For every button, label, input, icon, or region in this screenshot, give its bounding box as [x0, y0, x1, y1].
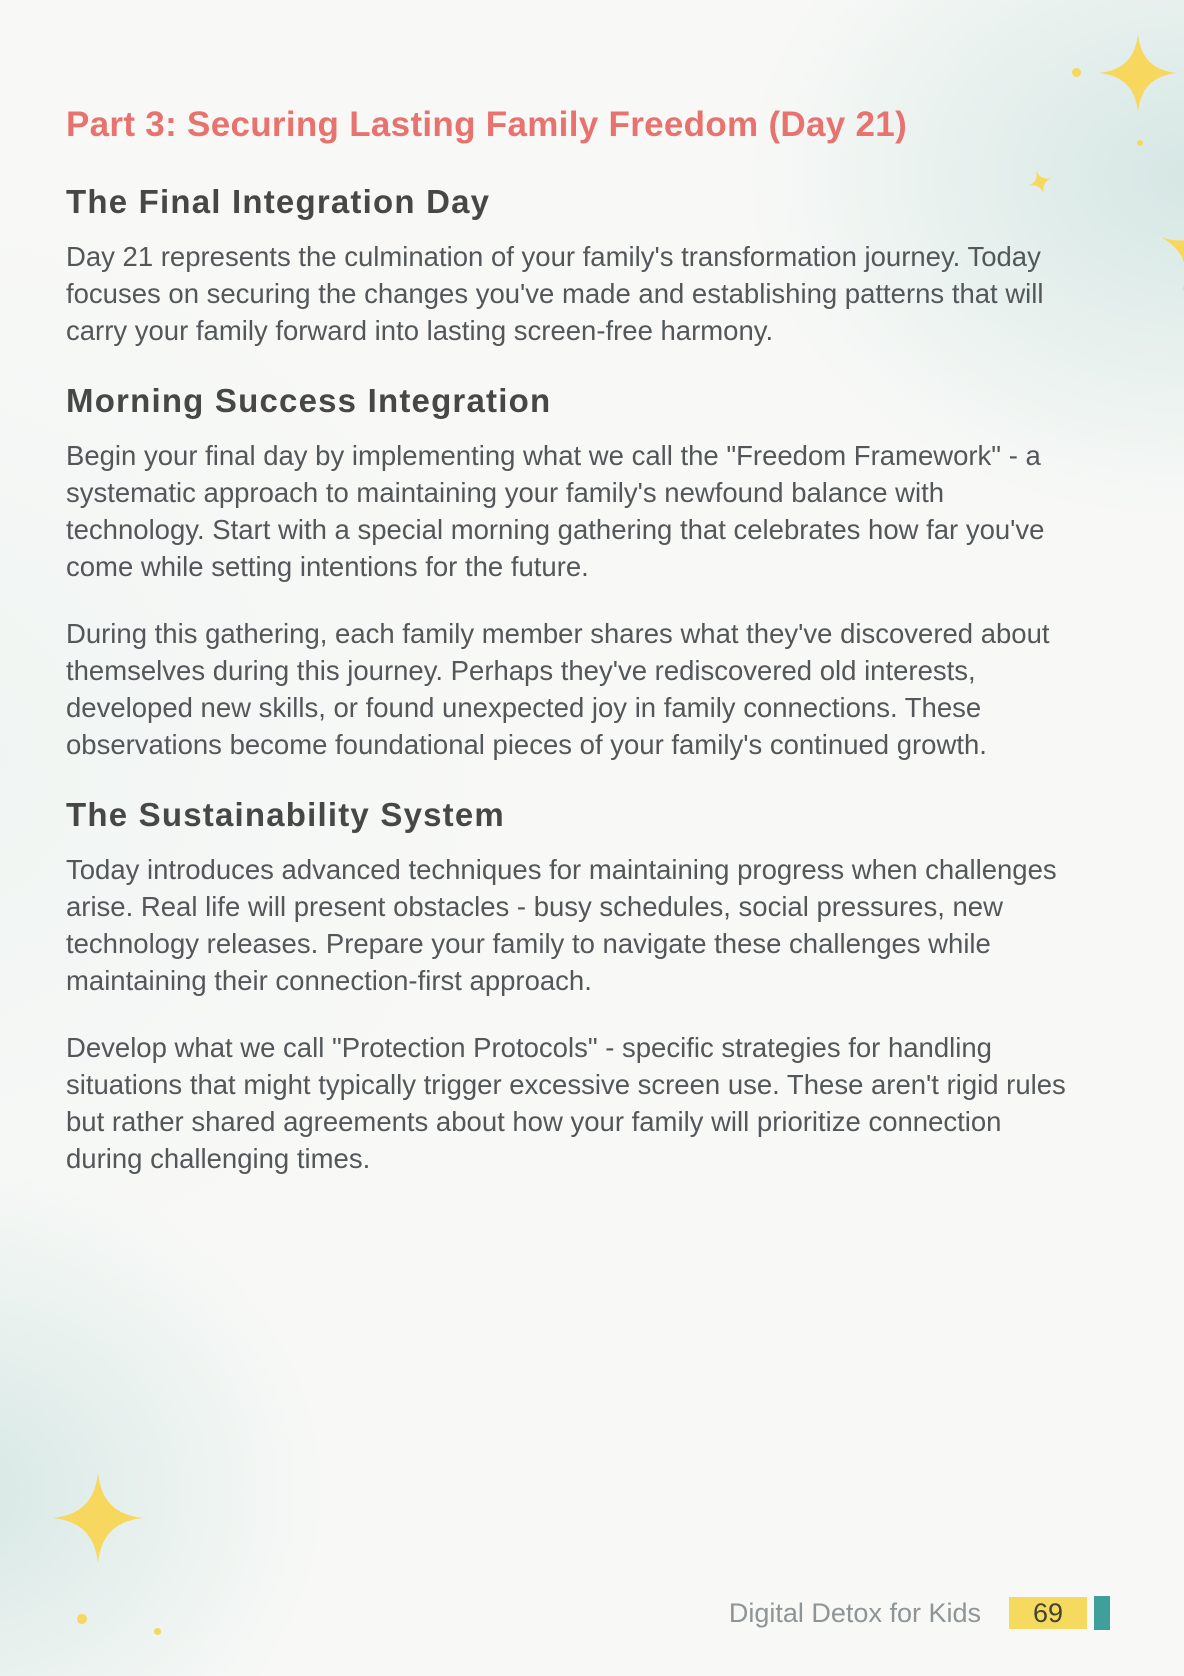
paragraph: Today introduces advanced techniques for maintaining progress when challenges arise. Real life will present obstacles - busy schedules, social pressures, new technology releases. Prepare your family to navigate these challenges while maintaining their connection-first approach. [66, 854, 1057, 996]
sparkle-dot-bottom-left-icon [77, 1614, 87, 1624]
part-heading: Part 3: Securing Lasting Family Freedom (Day 21) [66, 105, 908, 144]
section-heading-sustainability-system: The Sustainability System [66, 796, 505, 833]
footer-book-title: Digital Detox for Kids [728, 1597, 981, 1628]
footer-accent-bar [1094, 1596, 1110, 1630]
page-number-badge: 69 [1009, 1597, 1087, 1629]
sparkle-dot-small-bottom-left-icon [154, 1628, 161, 1635]
section-heading-final-integration-day: The Final Integration Day [66, 183, 491, 220]
sparkle-star-bottom-left-icon [53, 1473, 143, 1563]
paragraph: Day 21 represents the culmination of your family's transformation journey. Today focuses on securing the changes you've made and establishing patterns that will carry your family forward into lasting screen-free harmony. [66, 241, 1044, 346]
section-heading-morning-success-integration: Morning Success Integration [66, 382, 552, 419]
paragraph: Develop what we call "Protection Protocols" - specific strategies for handling situations that might typically trigger excessive screen use. These aren't rigid rules but rather shared agreements about how your family will prioritize connection during challenging times. [66, 1032, 1066, 1174]
page-footer [729, 1596, 1110, 1630]
paragraph: Begin your final day by implementing what we call the "Freedom Framework" - a systematic approach to maintaining your family's newfound balance with technology. Start with a special morning gathering that celebrates how far you've come while setting intentions for the future. [66, 440, 1045, 582]
paragraph: During this gathering, each family member shares what they've discovered about themselves during this journey. Perhaps they've rediscovered old interests, developed new skills, or found unexpected joy in family connections. These observations become foundational pieces of your family's continued growth. [66, 618, 1050, 760]
